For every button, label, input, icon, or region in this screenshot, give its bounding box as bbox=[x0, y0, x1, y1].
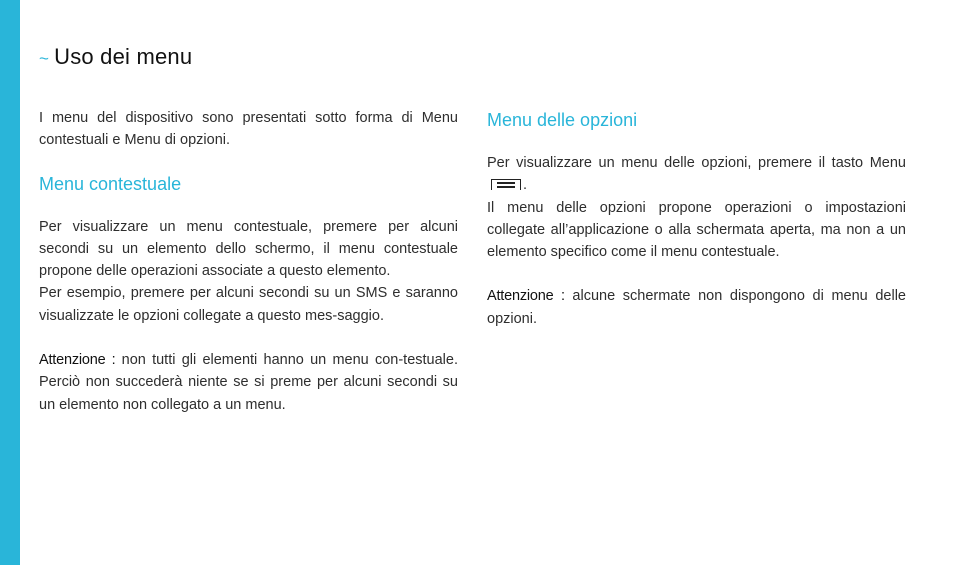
contextual-menu-note bbox=[39, 349, 458, 416]
section-heading-menu-contestuale: Menu contestuale bbox=[39, 173, 182, 194]
options-menu-description: Il menu delle opzioni propone operazioni o impostazioni collegate all’applicazione o alla schermata aperta, ma non a un elemento specifico come il menu contestuale. bbox=[487, 199, 906, 261]
accent-side-bar bbox=[0, 0, 20, 565]
right-column bbox=[487, 108, 906, 330]
title-tilde-marker: ~ bbox=[39, 49, 50, 68]
options-menu-text-end: . bbox=[523, 177, 528, 194]
menu-key-icon bbox=[491, 179, 521, 190]
contextual-menu-paragraph: Per visualizzare un menu contestuale, premere per alcuni secondi su un elemento dello schermo, il menu contestuale propone delle operazioni associate a questo elemento. bbox=[39, 218, 458, 280]
options-menu-note bbox=[487, 285, 906, 330]
section-heading-menu-opzioni: Menu delle opzioni bbox=[487, 110, 638, 130]
note-text: non tutti gli elementi hanno un menu con-testuale. Perciò non succederà niente se si preme per alcuni secondi su un elemento non collegato a un menu. bbox=[39, 352, 458, 413]
note-text: alcune schermate non dispongono di menu delle opzioni. bbox=[487, 288, 906, 327]
note-label: Attenzione : bbox=[39, 352, 116, 369]
left-column bbox=[39, 107, 458, 416]
page-title bbox=[39, 44, 192, 70]
contextual-menu-example-paragraph: Per esempio, premere per alcuni secondi su un SMS e saranno visualizzate le opzioni collegate a questo mes-saggio. bbox=[39, 285, 458, 324]
options-menu-text: Per visualizzare un menu delle opzioni, premere il tasto Menu bbox=[487, 155, 906, 171]
intro-paragraph: I menu del dispositivo sono presentati sotto forma di Menu contestuali e Menu di opzioni. bbox=[39, 110, 458, 149]
options-menu-paragraph bbox=[487, 152, 906, 197]
note-label: Attenzione : bbox=[487, 288, 565, 305]
page-title-text: Uso dei menu bbox=[54, 44, 193, 69]
